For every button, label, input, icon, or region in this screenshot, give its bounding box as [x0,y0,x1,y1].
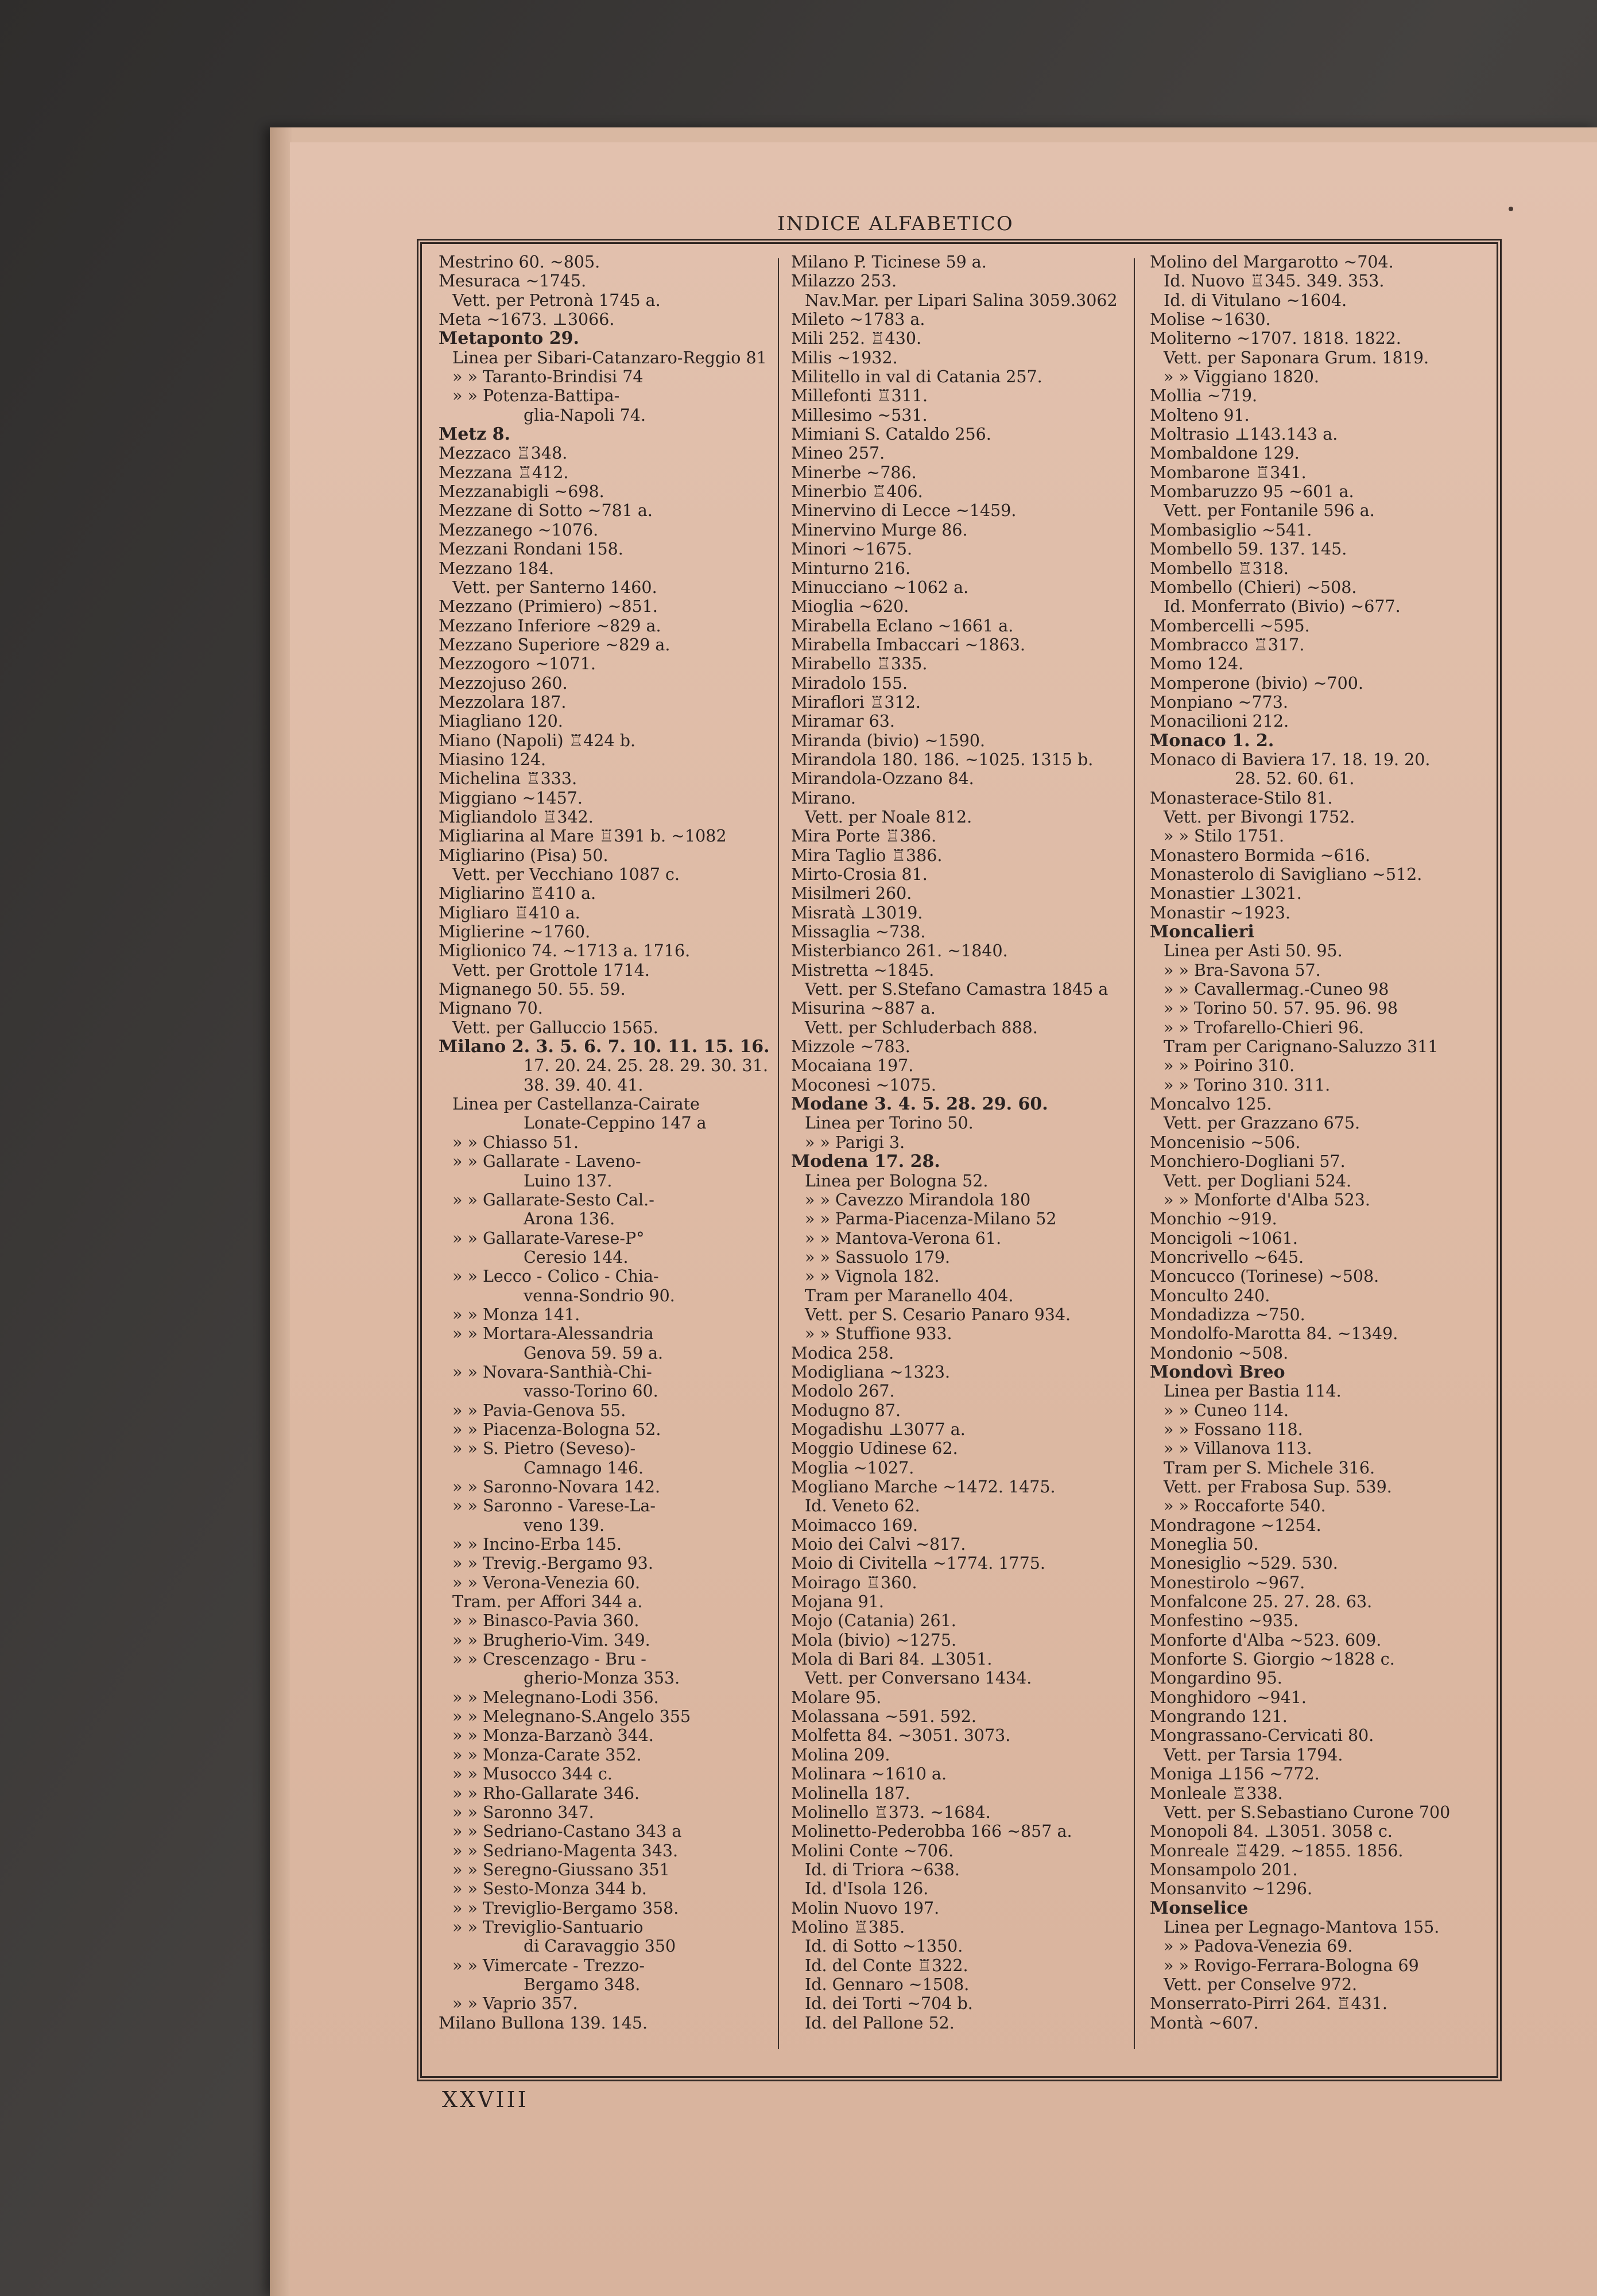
index-line: Mombaruzzo 95 ~601 a. [1150,482,1354,502]
index-line: » » Monza 141. [452,1305,580,1324]
index-line: » » Cavezzo Mirandola 180 [805,1190,1031,1209]
index-line: Monselice [1150,1898,1249,1918]
index-line: Monastier ⊥3021. [1150,884,1302,903]
index-line: Vett. per S.Sebastiano Curone 700 [1164,1802,1451,1822]
index-line: Moio di Civitella ~1774. 1775. [791,1554,1045,1573]
index-line: Id. Nuovo ♖345. 349. 353. [1164,272,1385,291]
page-heading: INDICE ALFABETICO [777,212,1014,235]
index-line: Mollia ~719. [1150,386,1258,406]
index-line: » » Taranto-Brindisi 74 [452,367,644,387]
index-line: » » Mortara-Alessandria [452,1324,654,1344]
index-line: Monfestino ~935. [1150,1611,1299,1631]
index-line: Ceresio 144. [524,1247,629,1267]
index-line: » » Trofarello-Chieri 96. [1164,1018,1365,1037]
index-line: Id. Monferrato (Bivio) ~677. [1164,597,1401,616]
index-line: » » Lecco - Colico - Chia- [452,1267,659,1286]
index-line: » » Parma-Piacenza-Milano 52 [805,1209,1057,1229]
index-line: Metz 8. [439,425,510,444]
index-line: Mocaiana 197. [791,1056,914,1076]
index-line: Linea per Asti 50. 95. [1164,941,1343,961]
index-line: Mezzani Rondani 158. [439,540,623,559]
index-line: Mineo 257. [791,444,885,463]
index-line: » » Chiasso 51. [452,1133,579,1152]
index-line: Minerbe ~786. [791,463,917,482]
index-line: » » Binasco-Pavia 360. [452,1611,639,1631]
index-line: Vett. per Vecchiano 1087 c. [452,865,680,884]
index-line: Vett. per S.Stefano Camastra 1845 a [805,980,1108,999]
index-line: Modigliana ~1323. [791,1362,951,1382]
index-line: » » Gallarate - Laveno- [452,1152,641,1172]
index-line: Mombracco ♖317. [1150,635,1305,654]
index-line: Minervino di Lecce ~1459. [791,501,1017,521]
index-line: Moncalieri [1150,922,1254,942]
index-line: Milano Bullona 139. 145. [439,2013,648,2033]
index-line: Millesimo ~531. [791,405,928,425]
index-line: » » Saronno - Varese-La- [452,1496,656,1516]
index-line: Minturno 216. [791,559,911,578]
index-line: Mogadishu ⊥3077 a. [791,1420,966,1439]
index-line: vasso-Torino 60. [524,1382,658,1401]
index-line: Monestirolo ~967. [1150,1573,1305,1592]
index-line: Monreale ♖429. ~1855. 1856. [1150,1841,1404,1860]
index-line: » » Melegnano-S.Angelo 355 [452,1707,691,1727]
index-line: » » Rho-Gallarate 346. [452,1783,640,1803]
index-line: Migliaro ♖410 a. [439,903,580,922]
index-line: Tram per S. Michele 316. [1164,1458,1375,1477]
index-line: gherio-Monza 353. [524,1669,680,1688]
index-line: glia-Napoli 74. [524,405,646,425]
index-line: Mongardino 95. [1150,1669,1282,1688]
index-line: Vett. per Dogliani 524. [1164,1171,1352,1190]
index-line: Miagliano 120. [439,712,563,731]
index-line: Modugno 87. [791,1401,901,1420]
index-line: Moniga ⊥156 ~772. [1150,1764,1320,1784]
index-line: Molinetto-Pederobba 166 ~857 a. [791,1822,1072,1841]
index-line: Mombello (Chieri) ~508. [1150,577,1357,597]
index-line: Molina 209. [791,1745,890,1764]
index-line: Monopoli 84. ⊥3051. 3058 c. [1150,1822,1393,1841]
index-line: Monastero Bormida ~616. [1150,846,1370,865]
index-line: » » Roccaforte 540. [1164,1496,1326,1516]
index-line: Mesuraca ~1745. [439,272,587,291]
index-line: » » Brugherio-Vim. 349. [452,1630,650,1650]
index-line: Mirandola-Ozzano 84. [791,769,974,789]
index-line: Migliarina al Mare ♖391 b. ~1082 [439,827,727,846]
index-line: Moncrivello ~645. [1150,1247,1304,1267]
index-line: Moggio Udinese 62. [791,1439,958,1459]
index-line: Molino del Margarotto ~704. [1150,253,1394,272]
index-line: » » Melegnano-Lodi 356. [452,1688,659,1707]
index-line: 28. 52. 60. 61. [1235,769,1355,789]
index-line: Monaco 1. 2. [1150,731,1274,750]
index-line: » » Vignola 182. [805,1267,940,1286]
index-line: Vett. per Schluderbach 888. [805,1018,1038,1037]
index-line: Molinara ~1610 a. [791,1764,947,1784]
index-line: Mirandola 180. 186. ~1025. 1315 b. [791,750,1094,769]
index-line: Modica 258. [791,1343,894,1363]
index-line: » » Incino-Erba 145. [452,1535,622,1554]
index-line: Monasterolo di Savigliano ~512. [1150,865,1422,884]
index-line: Monaco di Baviera 17. 18. 19. 20. [1150,750,1431,769]
index-line: Miggiano ~1457. [439,788,583,808]
index-line: Molfetta 84. ~3051. 3073. [791,1726,1011,1746]
index-line: » » Gallarate-Sesto Cal.- [452,1190,654,1209]
index-line: Linea per Castellanza-Cairate [452,1095,700,1114]
index-line: » » Parigi 3. [805,1133,905,1152]
index-line: Moglia ~1027. [791,1458,914,1477]
index-line: Momo 124. [1150,654,1244,674]
index-line: » » Cuneo 114. [1164,1401,1289,1420]
index-line: Mola di Bari 84. ⊥3051. [791,1650,993,1669]
index-line: Mombercelli ~595. [1150,616,1310,635]
index-line: Tram per Carignano-Saluzzo 311 [1164,1037,1439,1057]
index-line: Migliarino (Pisa) 50. [439,846,608,865]
index-line: Miglierine ~1760. [439,922,591,942]
index-line: Lonate-Ceppino 147 a [524,1114,707,1133]
index-line: Vett. per Conversano 1434. [805,1669,1032,1688]
index-line: » » Treviglio-Bergamo 358. [452,1898,679,1918]
index-line: Vett. per Frabosa Sup. 539. [1164,1477,1392,1496]
index-line: » » Pavia-Genova 55. [452,1401,626,1420]
index-column-2 [791,253,1135,2061]
index-line: Monforte S. Giorgio ~1828 c. [1150,1650,1395,1669]
index-line: Moio dei Calvi ~817. [791,1535,966,1554]
index-line: Linea per Bologna 52. [805,1171,989,1190]
index-line: Modolo 267. [791,1382,895,1401]
index-line: Id. del Pallone 52. [805,2013,955,2033]
index-line: » » Sedriano-Magenta 343. [452,1841,679,1860]
index-line: » » Trevig.-Bergamo 93. [452,1554,653,1573]
index-line: Mezzana ♖412. [439,463,569,482]
index-line: Moliterno ~1707. 1818. 1822. [1150,329,1401,348]
index-line: » » Piacenza-Bologna 52. [452,1420,661,1439]
index-line: Monchio ~919. [1150,1209,1277,1229]
index-line: » » Villanova 113. [1164,1439,1312,1459]
index-line: Id. di Triora ~638. [805,1860,960,1879]
index-line: Monasterace-Stilo 81. [1150,788,1333,808]
index-line: » » Verona-Venezia 60. [452,1573,641,1592]
index-line: Linea per Legnago-Mantova 155. [1164,1917,1440,1937]
page-edge [270,127,293,2296]
index-line: Molare 95. [791,1688,882,1707]
index-line: Molinella 187. [791,1783,910,1803]
index-line: Meta ~1673. ⊥3066. [439,310,615,329]
index-line: Millefonti ♖311. [791,386,928,406]
index-line: Mileto ~1783 a. [791,310,925,329]
index-line: Minerbio ♖406. [791,482,923,502]
index-line: » » Mantova-Verona 61. [805,1228,1002,1248]
index-line: » » Monza-Carate 352. [452,1745,642,1764]
index-line: Molassana ~591. 592. [791,1707,976,1727]
index-line: Militello in val di Catania 257. [791,367,1042,387]
index-line: Monesiglio ~529. 530. [1150,1554,1338,1573]
index-line: Mira Taglio ♖386. [791,846,943,865]
index-line: » » S. Pietro (Seveso)- [452,1439,636,1459]
index-line: Molini Conte ~706. [791,1841,954,1860]
index-line: Mezzanabigli ~698. [439,482,604,502]
index-line: Monforte d'Alba ~523. 609. [1150,1630,1382,1650]
index-line: Id. di Vitulano ~1604. [1164,290,1347,310]
index-line: Mira Porte ♖386. [791,827,937,846]
index-line: Bergamo 348. [524,1975,641,1994]
index-line: Nav.Mar. per Lipari Salina 3059.3062 [805,290,1118,310]
index-line: Milazzo 253. [791,272,897,291]
index-line: Misilmeri 260. [791,884,912,903]
index-line: Mongrassano-Cervicati 80. [1150,1726,1374,1746]
index-line: Vett. per Saponara Grum. 1819. [1164,348,1429,367]
index-line: Miradolo 155. [791,673,908,693]
index-line: » » Stilo 1751. [1164,827,1285,846]
index-line: Miraflori ♖312. [791,692,921,712]
index-line: Moncenisio ~506. [1150,1133,1301,1152]
index-line: Luino 137. [524,1171,613,1190]
index-line: » » Torino 310. 311. [1164,1075,1331,1095]
index-line: Mili 252. ♖430. [791,329,922,348]
index-line: Linea per Sibari-Catanzaro-Reggio 81 [452,348,767,367]
index-line: » » Vimercate - Trezzo- [452,1956,645,1975]
index-line: Milano P. Ticinese 59 a. [791,253,987,272]
index-line: Mombarone ♖341. [1150,463,1307,482]
index-line: Monserrato-Pirri 264. ♖431. [1150,1994,1387,2014]
index-line: Vett. per Grottole 1714. [452,960,650,980]
index-line: Misurina ~887 a. [791,999,936,1018]
index-line: Mirabello ♖335. [791,654,928,674]
index-line: Monghidoro ~941. [1150,1688,1307,1707]
index-line: » » Treviglio-Santuario [452,1917,644,1937]
index-line: Camnago 146. [524,1458,644,1477]
index-column-1 [439,253,783,2061]
index-line: Monleale ♖338. [1150,1783,1283,1803]
index-line: » » Bra-Savona 57. [1164,960,1321,980]
index-line: Mongrando 121. [1150,1707,1288,1727]
index-line: Moncucco (Torinese) ~508. [1150,1267,1379,1286]
index-line: » » Novara-Santhià-Chi- [452,1362,652,1382]
index-line: Mombello 59. 137. 145. [1150,540,1347,559]
index-line: Mezzano Inferiore ~829 a. [439,616,661,635]
index-line: Monsanvito ~1296. [1150,1879,1313,1899]
index-line: Mola (bivio) ~1275. [791,1630,957,1650]
index-line: Momperone (bivio) ~700. [1150,673,1363,693]
index-line: Mezzanego ~1076. [439,520,599,540]
index-line: Michelina ♖333. [439,769,577,789]
index-line: Mondadizza ~750. [1150,1305,1305,1324]
index-line: Tram per Maranello 404. [805,1286,1014,1305]
index-line: 38. 39. 40. 41. [524,1075,644,1095]
index-line: Mignano 70. [439,999,543,1018]
index-line: » » Seregno-Giussano 351 [452,1860,670,1879]
index-line: » » Monforte d'Alba 523. [1164,1190,1370,1209]
index-line: Molin Nuovo 197. [791,1898,940,1918]
index-line: Moncigoli ~1061. [1150,1228,1298,1248]
index-line: » » Saronno-Novara 142. [452,1477,661,1496]
index-line: » » Potenza-Battipa- [452,386,620,406]
index-line: » » Poirino 310. [1164,1056,1295,1076]
index-line: Milano 2. 3. 5. 6. 7. 10. 11. 15. 16. [439,1037,770,1057]
index-line: Moneglia 50. [1150,1535,1259,1554]
index-line: Montà ~607. [1150,2013,1259,2033]
index-line: Moconesi ~1075. [791,1075,936,1095]
index-line: Vett. per Tarsia 1794. [1164,1745,1343,1764]
index-line: Monsampolo 201. [1150,1860,1298,1879]
index-line: » » Cavallermag.-Cuneo 98 [1164,980,1389,999]
index-line: Id. Veneto 62. [805,1496,920,1516]
index-line: Id. di Sotto ~1350. [805,1937,963,1956]
index-line: Monfalcone 25. 27. 28. 63. [1150,1592,1373,1612]
index-line: Milis ~1932. [791,348,898,367]
index-line: Misratà ⊥3019. [791,903,923,922]
index-line: Vett. per Noale 812. [805,807,972,827]
index-line: Id. d'Isola 126. [805,1879,929,1899]
index-line: » » Vaprio 357. [452,1994,578,2014]
index-line: Miglionico 74. ~1713 a. 1716. [439,941,691,961]
index-line: Mioglia ~620. [791,597,909,616]
index-line: Mizzole ~783. [791,1037,910,1057]
index-line: Mimiani S. Cataldo 256. [791,425,991,444]
index-line: Id. dei Torti ~704 b. [805,1994,973,2014]
index-line: » » Saronno 347. [452,1802,594,1822]
index-line: Vett. per S. Cesario Panaro 934. [805,1305,1071,1324]
page-number: XXVIII [442,2087,529,2112]
index-line: Mezzogoro ~1071. [439,654,596,674]
index-line: Moncalvo 125. [1150,1095,1272,1114]
index-line: Metaponto 29. [439,329,579,348]
index-line: Migliandolo ♖342. [439,807,594,827]
index-line: Miranda (bivio) ~1590. [791,731,986,750]
index-line: Molteno 91. [1150,405,1250,425]
index-line: » » Gallarate-Varese-P° [452,1228,645,1248]
index-line: Vett. per Grazzano 675. [1164,1114,1360,1133]
index-line: Vett. per Fontanile 596 a. [1164,501,1375,521]
index-line: Mezzaco ♖348. [439,444,568,463]
index-line: Minori ~1675. [791,540,913,559]
index-line: Vett. per Galluccio 1565. [452,1018,658,1037]
index-line: » » Monza-Barzanò 344. [452,1726,654,1746]
index-column-3 [1150,253,1494,2061]
index-line: Mondovì Breo [1150,1362,1285,1382]
index-line: Mogliano Marche ~1472. 1475. [791,1477,1056,1496]
index-line: Minervino Murge 86. [791,520,968,540]
index-line: Mondonio ~508. [1150,1343,1289,1363]
index-line: Linea per Bastia 114. [1164,1382,1342,1401]
index-line: Mirabella Eclano ~1661 a. [791,616,1014,635]
index-line: » » Torino 50. 57. 95. 96. 98 [1164,999,1398,1018]
index-line: Mombello ♖318. [1150,559,1289,578]
index-line: Mistretta ~1845. [791,960,935,980]
index-line: Mirabella Imbaccari ~1863. [791,635,1026,654]
index-line: Mezzano 184. [439,559,555,578]
index-line: Id. Gennaro ~1508. [805,1975,970,1994]
index-line: venna-Sondrio 90. [524,1286,675,1305]
index-line: Tram. per Affori 344 a. [452,1592,643,1612]
index-line: Mezzano (Primiero) ~851. [439,597,658,616]
index-line: Mezzane di Sotto ~781 a. [439,501,653,521]
index-line: » » Sedriano-Castano 343 a [452,1822,682,1841]
index-line: Moltrasio ⊥143.143 a. [1150,425,1338,444]
index-line: Mombasiglio ~541. [1150,520,1312,540]
index-line: Monpiano ~773. [1150,692,1288,712]
index-line: Linea per Torino 50. [805,1114,974,1133]
index-line: » » Stuffione 933. [805,1324,952,1344]
index-line: Molise ~1630. [1150,310,1271,329]
index-line: Moimacco 169. [791,1515,918,1535]
index-line: Mezzano Superiore ~829 a. [439,635,670,654]
index-line: Mojo (Catania) 261. [791,1611,956,1631]
index-line: » » Musocco 344 c. [452,1764,613,1784]
index-line: Missaglia ~738. [791,922,926,942]
index-line: Vett. per Bivongi 1752. [1164,807,1355,827]
index-line: Mestrino 60. ~805. [439,253,600,272]
index-line: » » Viggiano 1820. [1164,367,1319,387]
index-line: Miasino 124. [439,750,546,769]
index-line: 17. 20. 24. 25. 28. 29. 30. 31. [524,1056,769,1076]
index-line: Mezzolara 187. [439,692,567,712]
index-line: Mondragone ~1254. [1150,1515,1321,1535]
index-line: Arona 136. [524,1209,615,1229]
index-line: Mirto-Crosia 81. [791,865,928,884]
index-line: di Caravaggio 350 [524,1937,676,1956]
index-line: Vett. per Santerno 1460. [452,577,657,597]
index-line: Vett. per Petronà 1745 a. [452,290,661,310]
index-line: Mojana 91. [791,1592,884,1612]
index-line: Id. del Conte ♖322. [805,1956,968,1975]
index-line: Modane 3. 4. 5. 28. 29. 60. [791,1095,1048,1114]
index-line: Molinello ♖373. ~1684. [791,1802,991,1822]
index-line: » » Fossano 118. [1164,1420,1303,1439]
index-line: veno 139. [524,1515,604,1535]
index-line: Misterbianco 261. ~1840. [791,941,1008,961]
index-line: Monculto 240. [1150,1286,1270,1305]
index-line: Monchiero-Dogliani 57. [1150,1152,1346,1172]
index-line: Molino ♖385. [791,1917,905,1937]
index-line: » » Sesto-Monza 344 b. [452,1879,647,1899]
index-line: » » Crescenzago - Bru - [452,1650,646,1669]
index-line: Miano (Napoli) ♖424 b. [439,731,636,750]
index-line: » » Rovigo-Ferrara-Bologna 69 [1164,1956,1419,1975]
index-line: » » Sassuolo 179. [805,1247,951,1267]
index-line: Mignanego 50. 55. 59. [439,980,626,999]
index-line: Migliarino ♖410 a. [439,884,596,903]
index-line: Mezzojuso 260. [439,673,568,693]
index-line: Vett. per Conselve 972. [1164,1975,1358,1994]
ink-dot [1509,207,1513,211]
index-line: » » Padova-Venezia 69. [1164,1937,1353,1956]
index-line: Modena 17. 28. [791,1152,940,1172]
index-line: Monacilioni 212. [1150,712,1289,731]
index-line: Genova 59. 59 a. [524,1343,664,1363]
index-line: Moirago ♖360. [791,1573,917,1592]
index-line: Mondolfo-Marotta 84. ~1349. [1150,1324,1398,1344]
index-line: Miramar 63. [791,712,895,731]
index-line: Monastir ~1923. [1150,903,1291,922]
index-line: Mirano. [791,788,856,808]
index-line: Minucciano ~1062 a. [791,577,969,597]
index-line: Mombaldone 129. [1150,444,1300,463]
